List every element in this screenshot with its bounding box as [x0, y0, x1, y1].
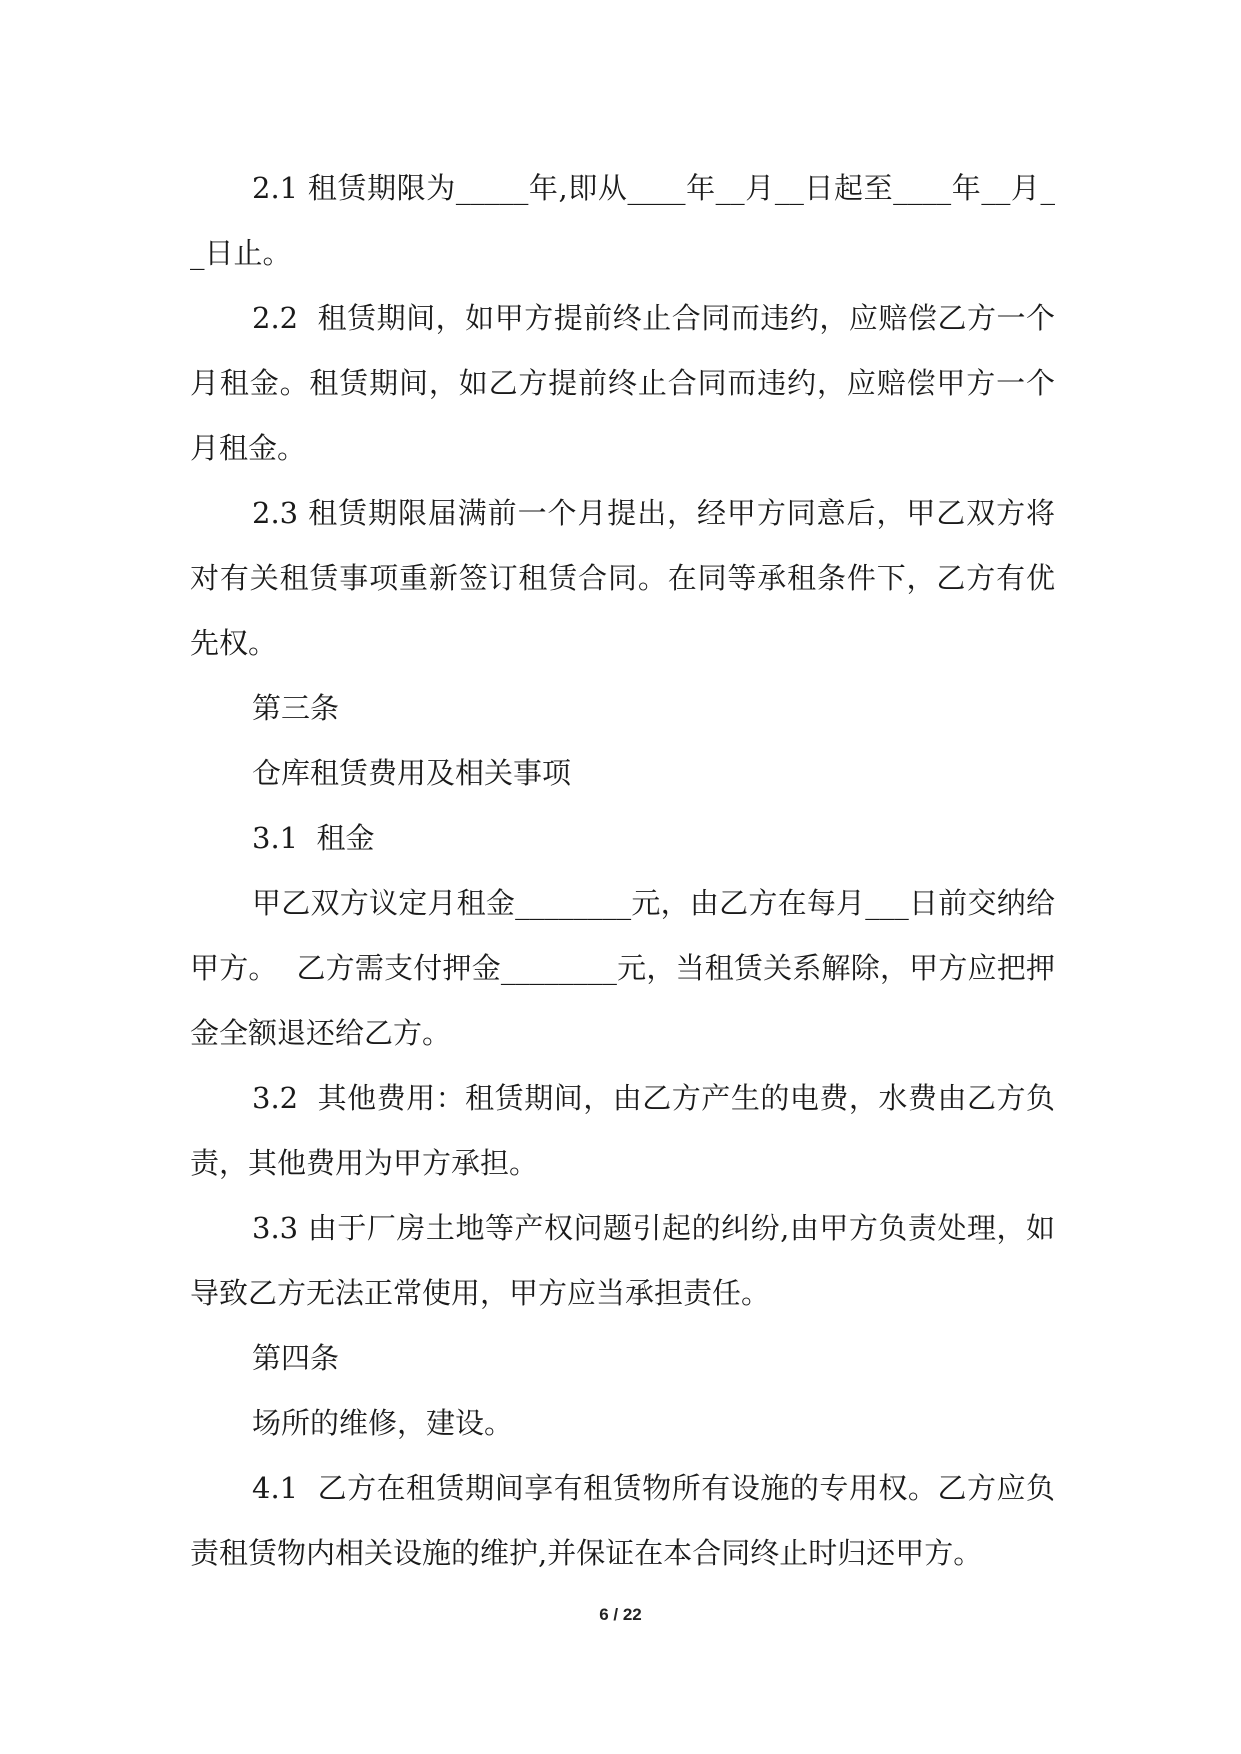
paragraph-3-3: 3.3 由于厂房土地等产权问题引起的纠纷,由甲方负责处理，如导致乙方无法正常使用，甲方应当承担责任。: [190, 1211, 1055, 1310]
paragraph-3-2: 3.2 其他费用：租赁期间，由乙方产生的电费，水费由乙方负责，其他费用为甲方承担。: [190, 1081, 1055, 1180]
paragraph-2-3: 2.3 租赁期限届满前一个月提出，经甲方同意后，甲乙双方将对有关租赁事项重新签订租赁合同。在同等承租条件下，乙方有优先权。: [190, 496, 1055, 660]
paragraph-2-1: 2.1 租赁期限为_____年,即从____年__月__日起至____年__月__日止。: [190, 171, 1055, 270]
paragraph-4-1: 4.1 乙方在租赁期间享有租赁物所有设施的专用权。乙方应负责租赁物内相关设施的维护,并保证在本合同终止时归还甲方。: [190, 1471, 1055, 1570]
document-body: [190, 156, 1055, 1586]
article-three-title: 仓库租赁费用及相关事项: [252, 756, 572, 790]
paragraph-2-2: 2.2 租赁期间，如甲方提前终止合同而违约，应赔偿乙方一个月租金。租赁期间，如乙方提前终止合同而违约，应赔偿甲方一个月租金。: [190, 301, 1055, 465]
article-three-heading: 第三条: [252, 691, 340, 725]
paragraph-rent-terms: 甲乙双方议定月租金________元，由乙方在每月___日前交纳给甲方。 乙方需支付押金________元，当租赁关系解除，甲方应把押金全额退还给乙方。: [190, 886, 1055, 1050]
page-number: 6 / 22: [599, 1605, 642, 1624]
article-four-title: 场所的维修，建设。: [252, 1406, 514, 1440]
paragraph-3-1-heading: 3.1 租金: [252, 821, 375, 855]
article-four-heading: 第四条: [252, 1341, 340, 1375]
